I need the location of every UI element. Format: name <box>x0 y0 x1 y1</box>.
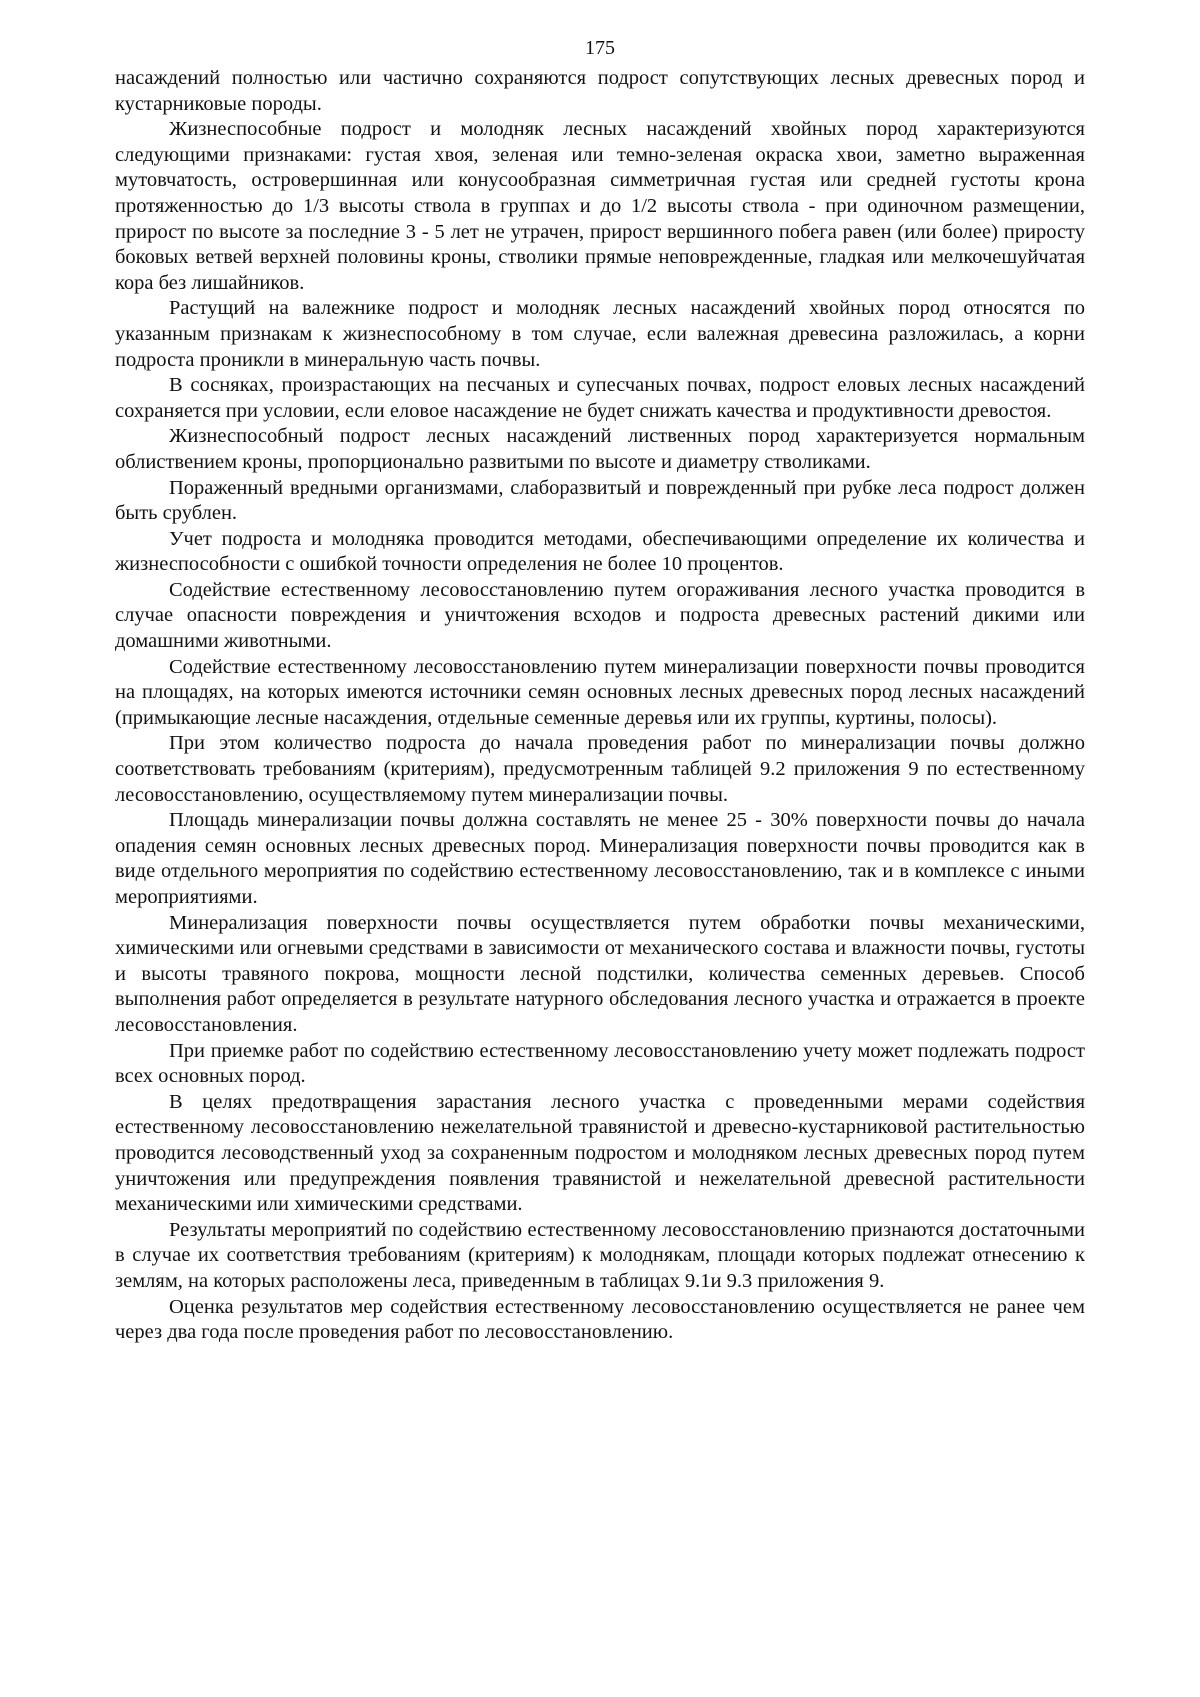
paragraph-undergrowth-accounting: Учет подроста и молодняка проводится методами, обеспечивающими определение их количества и жизнеспособности с ошибкой точности определения не более 10 процентов. <box>115 527 1085 576</box>
paragraph-overgrowth-prevention: В целях предотвращения зарастания лесного участка с проведенными мерами содействия естественному лесовосстановлению нежелательной травянистой и древесно-кустарниковой растительностью проводится лесоводственный уход за сохраненным подростом и молодняком лесных древесных пород путем уничтожения или предупреждения появления травянистой и нежелательной древесной растительности механическими или химическими средствами. <box>115 1090 1085 1216</box>
paragraph-pine-forests: В сосняках, произрастающих на песчаных и супесчаных почвах, подрост еловых лесных насаждений сохраняется при условии, если еловое насаждение не будет снижать качества и продуктивности древостоя. <box>115 374 1085 422</box>
paragraph-deciduous-viability: Жизнеспособный подрост лесных насаждений лиственных пород характеризуется нормальным облиствением кроны, пропорционально развитыми по высоте и диаметру стволиками. <box>115 425 1085 473</box>
paragraph-mineralization-requirements: При этом количество подроста до начала проведения работ по минерализации почвы должно соответствовать требованиям (критериям), предусмотренным таблицей 9.2 приложения 9 по естественному лесовосстановлению, осуществляемому путем минерализации почвы. <box>115 732 1085 806</box>
paragraph-damaged-undergrowth: Пораженный вредными организмами, слаборазвитый и поврежденный при рубке леса подрост должен быть срублен. <box>115 476 1085 525</box>
paragraph-mineralization-area-share: Площадь минерализации почвы должна составлять не менее 25 - 30% поверхности почвы до начала опадения семян основных лесных древесных пород. Минерализация поверхности почвы проводится как в виде отдельного мероприятия по содействию естественному лесовосстановлению, так и в комплексе с иными мероприятиями. <box>115 809 1085 908</box>
paragraph-conifer-viability-signs: Жизнеспособные подрост и молодняк лесных насаждений хвойных пород характеризуются следующими признаками: густая хвоя, зеленая или темно-зеленая окраска хвои, заметно выраженная мутовчатость, островершинная или конусообразная симметричная густая или средней густоты крона протяженностью до 1/3 высоты ствола в группах и до 1/2 высоты ствола - при одиночном размещении, прирост по высоте за последние 3 - 5 лет не утрачен, прирост вершинного побега равен (или более) приросту боковых ветвей верхней половины кроны, стволики прямые неповрежденные, гладкая или мелкочешуйчатая кора без лишайников. <box>115 118 1085 294</box>
paragraph-results-sufficiency: Результаты мероприятий по содействию естественному лесовосстановлению признаются достаточными в случае их соответствия требованиям (критериям) к молоднякам, площади которых подлежат отнесению к землям, на которых расположены леса, приведенным в таблицах 9.1и 9.3 приложения 9. <box>115 1218 1085 1292</box>
paragraph-mineralization-areas: Содействие естественному лесовосстановлению путем минерализации поверхности почвы проводится на площадях, на которых имеются источники семян основных лесных древесных пород лесных насаждений (примыкающие лесные насаждения, отдельные семенные деревья или их группы, куртины, полосы). <box>115 655 1085 729</box>
document-page <box>115 36 1085 1346</box>
page-number: 175 <box>585 37 615 59</box>
paragraph-acceptance: При приемке работ по содействию естественному лесовосстановлению учету может подлежать подрост всех основных пород. <box>115 1039 1085 1088</box>
paragraph-deadwood-undergrowth: Растущий на валежнике подрост и молодняк лесных насаждений хвойных пород относятся по указанным признакам к жизнеспособному в том случае, если валежная древесина разложилась, а корни подроста проникли в минеральную часть почвы. <box>115 297 1085 371</box>
paragraph-results-evaluation: Оценка результатов мер содействия естественному лесовосстановлению осуществляется не ранее чем через два года после проведения работ по лесовосстановлению. <box>115 1295 1085 1344</box>
paragraph-continuation: насаждений полностью или частично сохраняются подрост сопутствующих лесных древесных пород и кустарниковые породы. <box>115 67 1085 115</box>
paragraph-mineralization-methods: Минерализация поверхности почвы осуществляется путем обработки почвы механическими, химическими или огневыми средствами в зависимости от механического состава и влажности почвы, густоты и высоты травяного покрова, мощности лесной подстилки, количества семенных деревьев. Способ выполнения работ определяется в результате натурного обследования лесного участка и отражается в проекте лесовосстановления. <box>115 911 1085 1036</box>
paragraph-fencing: Содействие естественному лесовосстановлению путем огораживания лесного участка проводится в случае опасности повреждения и уничтожения всходов и подроста древесных растений дикими или домашними животными. <box>115 578 1085 653</box>
